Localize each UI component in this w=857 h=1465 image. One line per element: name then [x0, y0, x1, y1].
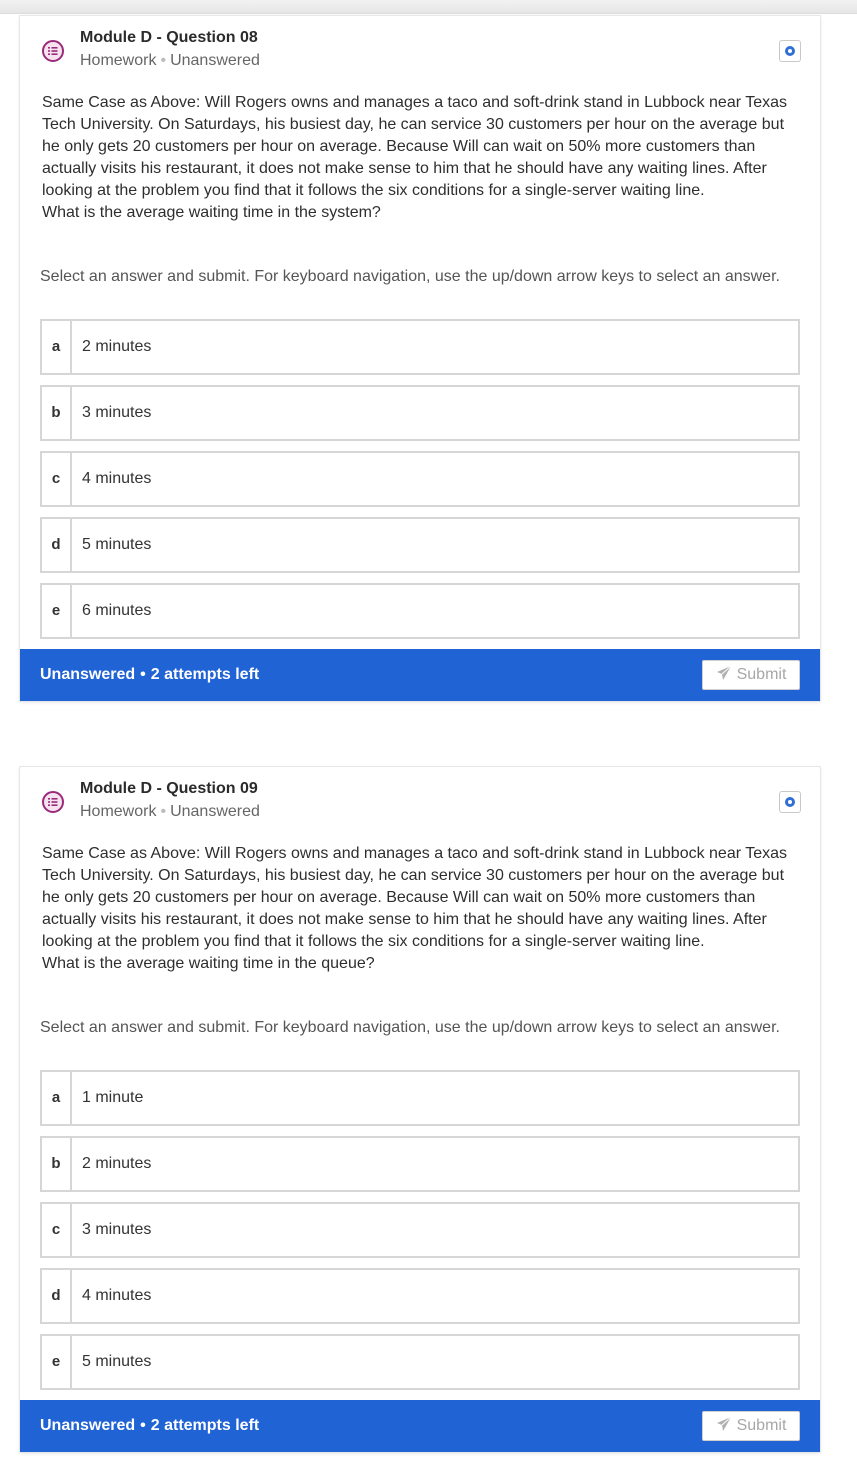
question-list-icon — [42, 40, 64, 62]
footer-status — [40, 666, 259, 684]
question-prompt: What is the average waiting time in the queue? — [42, 955, 375, 972]
submit-label: Submit — [736, 666, 787, 683]
option-letter: a — [42, 321, 72, 373]
flag-button[interactable] — [779, 40, 801, 62]
answer-option-d[interactable] — [40, 1268, 800, 1324]
option-text: 2 minutes — [82, 1155, 152, 1172]
option-text: 6 minutes — [82, 602, 152, 619]
question-footer — [20, 649, 820, 701]
attempts-left: 2 attempts left — [150, 666, 260, 683]
option-text: 4 minutes — [82, 470, 152, 487]
flag-icon — [785, 797, 795, 807]
option-letter: a — [42, 1072, 72, 1124]
question-prompt: What is the average waiting time in the system? — [42, 204, 381, 221]
question-meta — [80, 803, 260, 821]
question-state: Unanswered — [170, 803, 260, 820]
answer-option-a[interactable] — [40, 1070, 800, 1126]
answer-instructions: Select an answer and submit. For keyboard navigation, use the up/down arrow keys to select an answer. — [40, 1019, 780, 1036]
question-footer — [20, 1400, 820, 1452]
answer-option-a[interactable] — [40, 319, 800, 375]
answer-option-c[interactable] — [40, 451, 800, 507]
answer-option-b[interactable] — [40, 1136, 800, 1192]
option-letter: e — [42, 585, 72, 637]
option-text: 5 minutes — [82, 1353, 152, 1370]
footer-state: Unanswered — [40, 666, 136, 683]
top-bar-shadow — [0, 0, 857, 14]
answer-instructions: Select an answer and submit. For keyboard navigation, use the up/down arrow keys to select an answer. — [40, 268, 780, 285]
answer-option-d[interactable] — [40, 517, 800, 573]
option-letter: d — [42, 519, 72, 571]
answer-options — [40, 1070, 800, 1400]
option-letter: b — [42, 387, 72, 439]
paper-plane-icon — [716, 1416, 732, 1432]
question-text: Same Case as Above: Will Rogers owns and manages a taco and soft-drink stand in Lubbock near Texas Tech University. On Saturdays, his busiest day, he can service 30 customers per hour on the average but he only gets 20 customers per hour on average. Because Will can wait on 50% more customers than actually visits his restaurant, it does not make sense to him that he should have any waiting lines. After looking at the problem you find that it follows the six conditions for a single-server waiting line. — [42, 94, 788, 199]
question-body — [42, 92, 802, 224]
option-text: 1 minute — [82, 1089, 144, 1106]
footer-separator: • — [140, 1417, 146, 1434]
footer-state: Unanswered — [40, 1417, 136, 1434]
question-card — [20, 16, 820, 701]
submit-button[interactable] — [702, 660, 800, 690]
option-letter: c — [42, 453, 72, 505]
option-letter: d — [42, 1270, 72, 1322]
meta-separator: • — [160, 52, 167, 69]
footer-separator: • — [140, 666, 146, 683]
submit-button[interactable] — [702, 1411, 800, 1441]
answer-option-b[interactable] — [40, 385, 800, 441]
option-text: 2 minutes — [82, 338, 152, 355]
paper-plane-icon — [716, 665, 732, 681]
question-state: Unanswered — [170, 52, 260, 69]
submit-label: Submit — [736, 1417, 787, 1434]
option-text: 5 minutes — [82, 536, 152, 553]
option-text: 3 minutes — [82, 1221, 152, 1238]
question-meta — [80, 52, 260, 70]
option-text: 4 minutes — [82, 1287, 152, 1304]
flag-icon — [785, 46, 795, 56]
question-title: Module D - Question 09 — [80, 780, 258, 797]
flag-button[interactable] — [779, 791, 801, 813]
answer-option-c[interactable] — [40, 1202, 800, 1258]
option-text: 3 minutes — [82, 404, 152, 421]
question-title: Module D - Question 08 — [80, 29, 258, 46]
answer-option-e[interactable] — [40, 1334, 800, 1390]
answer-option-e[interactable] — [40, 583, 800, 639]
option-letter: b — [42, 1138, 72, 1190]
question-body — [42, 843, 802, 975]
footer-status — [40, 1417, 259, 1435]
meta-separator: • — [160, 803, 167, 820]
question-type: Homework — [80, 52, 157, 69]
attempts-left: 2 attempts left — [150, 1417, 260, 1434]
question-list-icon — [42, 791, 64, 813]
answer-options — [40, 319, 800, 649]
question-text: Same Case as Above: Will Rogers owns and manages a taco and soft-drink stand in Lubbock near Texas Tech University. On Saturdays, his busiest day, he can service 30 customers per hour on the average but he only gets 20 customers per hour on average. Because Will can wait on 50% more customers than actually visits his restaurant, it does not make sense to him that he should have any waiting lines. After looking at the problem you find that it follows the six conditions for a single-server waiting line. — [42, 845, 788, 950]
question-card — [20, 767, 820, 1452]
question-type: Homework — [80, 803, 157, 820]
option-letter: c — [42, 1204, 72, 1256]
option-letter: e — [42, 1336, 72, 1388]
